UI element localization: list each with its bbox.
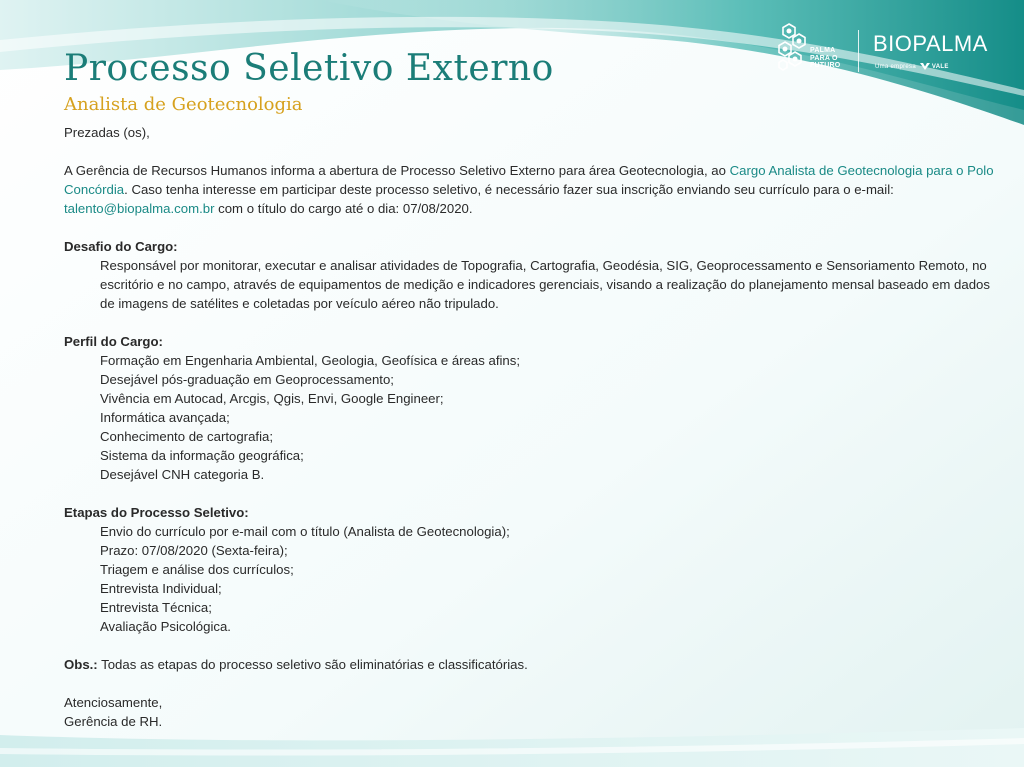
etapa-item: Triagem e análise dos currículos; xyxy=(100,562,294,577)
perfil-heading: Perfil do Cargo: xyxy=(64,334,163,349)
biopalma-logo xyxy=(775,22,1005,78)
job-subtitle: Analista de Geotecnologia xyxy=(64,94,303,115)
etapa-item: Entrevista Individual; xyxy=(100,581,222,596)
brand-tagline: Uma empresa VALE xyxy=(875,64,949,71)
perfil-item: Informática avançada; xyxy=(100,410,230,425)
intro-paragraph: A Gerência de Recursos Humanos informa a abertura de Processo Seletivo Externo para área Geotecnologia, ao Cargo Analista de Geotecnologia para o Polo Concórdia. Caso tenha interesse em participar deste processo seletivo, é necessário fazer sua inscrição enviando seu currículo para o e-mail: talento@biopalma.com.br com o título do cargo até o dia: 07/08/2020. xyxy=(64,163,994,216)
etapas-heading: Etapas do Processo Seletivo: xyxy=(64,505,249,520)
palma-para-o-futuro-text: PALMA PARA O FUTURO xyxy=(810,47,841,69)
email-link[interactable]: talento@biopalma.com.br xyxy=(64,201,215,216)
greeting: Prezadas (os), xyxy=(64,125,150,140)
perfil-item: Formação em Engenharia Ambiental, Geologia, Geofísica e áreas afins; xyxy=(100,353,521,368)
job-position-highlight: Cargo Analista de Geotecnologia para o Polo Concórdia xyxy=(64,163,994,197)
hexagon-cluster-icon xyxy=(775,22,811,74)
page-title: Processo Seletivo Externo xyxy=(64,48,554,89)
signature: Gerência de RH. xyxy=(64,714,163,729)
desafio-text: Responsável por monitorar, executar e analisar atividades de Topografia, Cartografia, Geodésia, SIG, Geoprocessamento e Sensoriamento Remoto, no escritório e no campo, através de equipamentos de medição e indicadores gerenciais, visando a realização do planejamento mensal baseado em dados de imagens de satélites e coletadas por veículo aéreo não tripulado. xyxy=(100,258,990,311)
obs-label: Obs.: xyxy=(64,657,98,672)
perfil-item: Vivência em Autocad, Arcgis, Qgis, Envi, Google Engineer; xyxy=(100,391,444,406)
perfil-item: Desejável CNH categoria B. xyxy=(100,467,265,482)
closing: Atenciosamente, xyxy=(64,695,163,710)
perfil-item: Conhecimento de cartografia; xyxy=(100,429,274,444)
etapa-item: Avaliação Psicológica. xyxy=(100,619,231,634)
etapa-item: Prazo: 07/08/2020 (Sexta-feira); xyxy=(100,543,288,558)
desafio-heading: Desafio do Cargo: xyxy=(64,239,178,254)
vale-v-icon xyxy=(920,63,930,70)
perfil-item: Sistema da informação geográfica; xyxy=(100,448,304,463)
observation: Obs.: Todas as etapas do processo seletivo são eliminatórias e classificatórias. xyxy=(64,657,528,672)
etapa-item: Envio do currículo por e-mail com o título (Analista de Geotecnologia); xyxy=(100,524,510,539)
perfil-item: Desejável pós-graduação em Geoprocessamento; xyxy=(100,372,394,387)
letter-body xyxy=(64,123,1004,731)
brand-name: BIOPALMA xyxy=(873,31,988,56)
etapa-item: Entrevista Técnica; xyxy=(100,600,212,615)
logo-divider xyxy=(858,30,859,72)
